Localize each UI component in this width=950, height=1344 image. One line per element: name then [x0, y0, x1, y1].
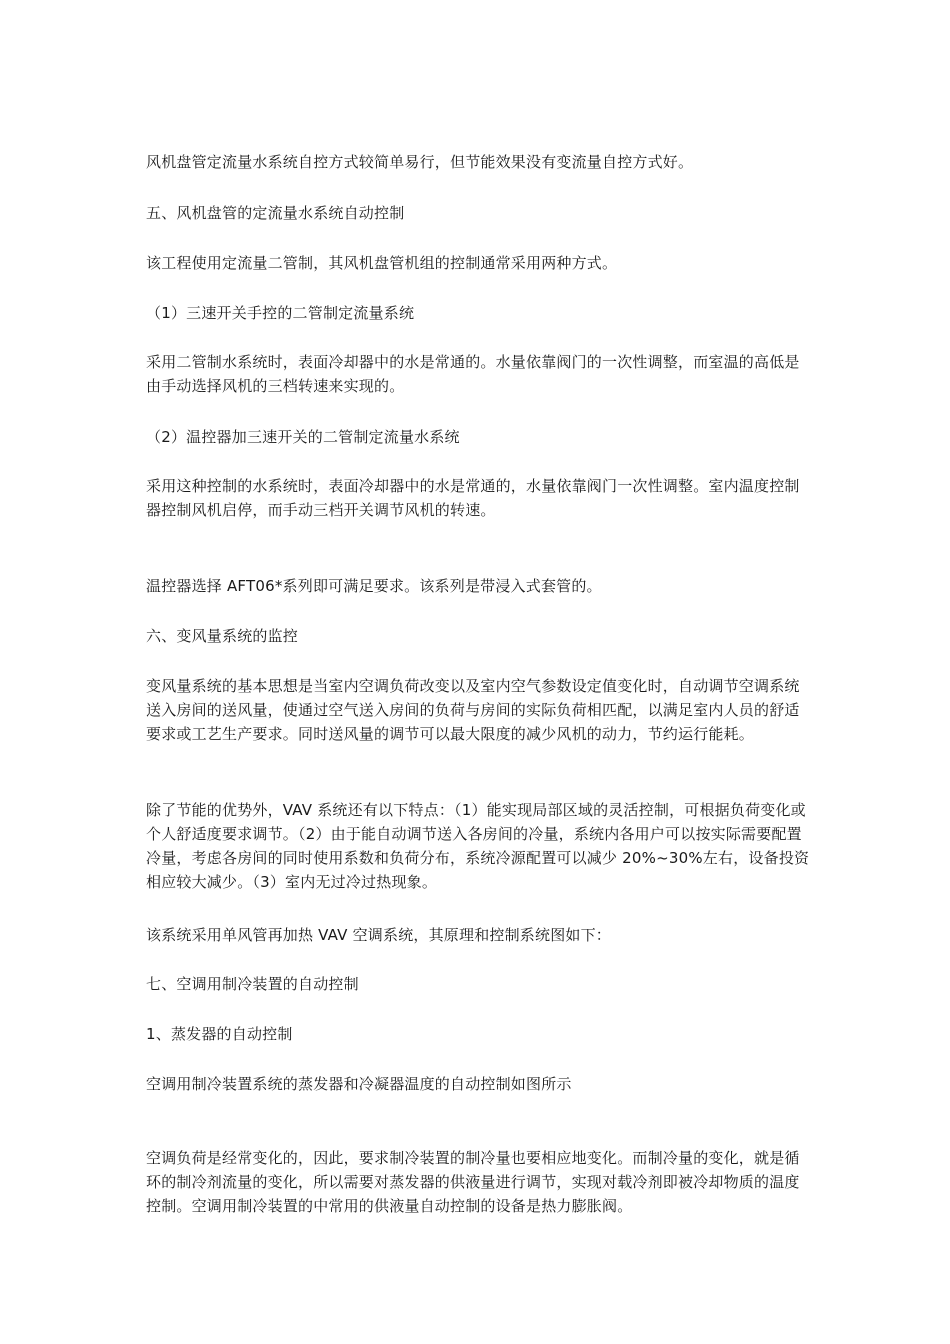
paragraph-fan-coil-summary: 风机盘管定流量水系统自控方式较简单易行，但节能效果没有变流量自控方式好。 — [146, 153, 694, 171]
paragraph-two-pipe-intro: 该工程使用定流量二管制，其风机盘管机组的控制通常采用两种方式。 — [146, 254, 618, 272]
paragraph-vav-concept: 变风量系统的基本思想是当室内空调负荷改变以及室内空气参数设定值变化时，自动调节空调系统送入房间的送风量，使通过空气送入房间的负荷与房间的实际负荷相匹配，以满足室内人员的舒适要求或工艺生产要求。同时送风量的调节可以最大限度的减少风机的动力，节约运行能耗。 — [146, 677, 800, 743]
heading-section-6: 六、变风量系统的监控 — [146, 627, 299, 645]
paragraph-method-2: 采用这种控制的水系统时，表面冷却器中的水是常通的，水量依靠阀门一次性调整。室内温度控制器控制风机启停，而手动三档开关调节风机的转速。 — [146, 477, 800, 519]
heading-section-7: 七、空调用制冷装置的自动控制 — [146, 975, 359, 993]
subheading-evaporator-control: 1、蒸发器的自动控制 — [146, 1025, 293, 1043]
paragraph-thermostat-selection: 温控器选择 AFT06*系列即可满足要求。该系列是带浸入式套管的。 — [146, 577, 602, 595]
paragraph-method-1: 采用二管制水系统时，表面冷却器中的水是常通的。水量依靠阀门的一次性调整，而室温的高低是由手动选择风机的三档转速来实现的。 — [146, 353, 800, 395]
heading-section-5: 五、风机盘管的定流量水系统自动控制 — [146, 204, 405, 222]
subheading-method-2: （2）温控器加三速开关的二管制定流量水系统 — [146, 428, 460, 446]
paragraph-evaporator-figure-ref: 空调用制冷装置系统的蒸发器和冷凝器温度的自动控制如图所示 — [146, 1075, 572, 1093]
subheading-method-1: （1）三速开关手控的二管制定流量系统 — [146, 304, 415, 322]
paragraph-load-variation: 空调负荷是经常变化的，因此，要求制冷装置的制冷量也要相应地变化。而制冷量的变化，就是循环的制冷剂流量的变化，所以需要对蒸发器的供液量进行调节，实现对载冷剂即被冷却物质的温度控制。空调用制冷装置的中常用的供液量自动控制的设备是热力膨胀阀。 — [146, 1149, 800, 1215]
paragraph-vav-system-type: 该系统采用单风管再加热 VAV 空调系统，其原理和控制系统图如下： — [146, 926, 612, 944]
paragraph-vav-features: 除了节能的优势外，VAV 系统还有以下特点：（1）能实现局部区域的灵活控制，可根据负荷变化或个人舒适度要求调节。（2）由于能自动调节送入各房间的冷量，系统内各用户可以按实际需要配置冷量，考虑各房间的同时使用系数和负荷分布，系统冷源配置可以减少 20%~30%左右，设备投资相应较大减少。（3）室内无过冷过热现象。 — [146, 801, 810, 891]
